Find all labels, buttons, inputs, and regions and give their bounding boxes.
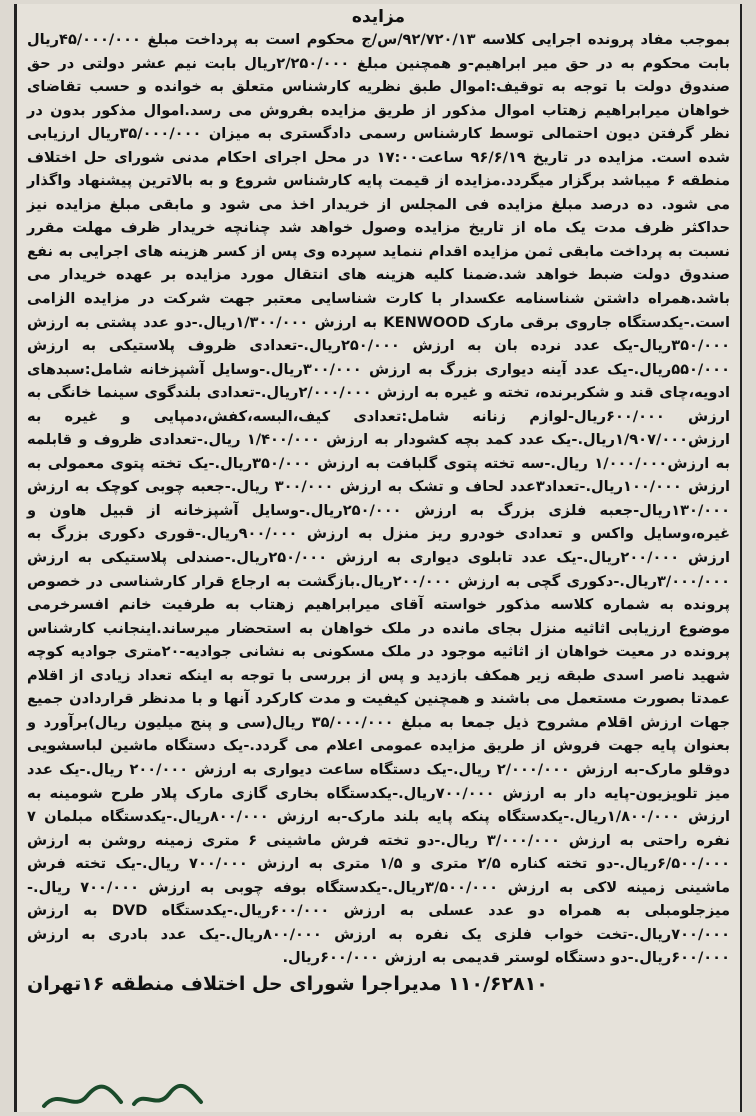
notice-paragraph: بموجب مفاد پرونده اجرایی کلاسه ۹۲/۷۲۰/۱۳/س/ج محکوم است به پرداخت مبلغ ۴۵/۰۰۰/۰۰۰ریال بابت محکوم به در حق میر ابراهیم-و همچنین مبلغ ۲/۲۵۰/۰۰۰ریال بابت نیم عشر دولتی در حق صندوق دولت با توجه به توقیف:اموال طبق نظریه کارشناس متعلق به خوانده و حسب تقاضای خواهان میرابراهیم زهتاب اموال مذکور از طریق مزایده بفروش می رسد.اموال مذکور بدون در نظر گرفتن دیون احتمالی توسط کارشناس رسمی دادگستری به میزان ۳۵/۰۰۰/۰۰۰ریال ارزیابی شده است. مزایده در تاریخ ۹۶/۶/۱۹ ساعت۱۷:۰۰ در محل اجرای احکام مدنی شورای حل اختلاف منطقه ۶ میباشد برگزار میگردد.مزایده از قیمت پایه کارشناس شروع و به بالاترین پیشنهاد واگذار می شود. ده درصد مبلغ مزایده فی المجلس از خریدار اخذ می شود و مابقی مبلغ مزایده نیز حداکثر ظرف مدت یک ماه از تاریخ مزایده وصول خواهد شد چنانچه خریدار ظرف مهلت مقرر نسبت به پرداخت مابقی ثمن مزایده اقدام ننماید سپرده وی پس از کسر هزینه های اجرایی به نفع صندوق دولت ضبط خواهد شد.ضمنا کلیه هزینه های انتقال مورد مزایده بر عهده خریدار می باشد.همراه داشتن شناسنامه عکسدار با کارت شناسایی معتبر جهت شرکت در مزایده الزامی است.-یکدستگاه جاروی برقی مارک KENWOOD به ارزش ۱/۳۰۰/۰۰۰ریال.-دو عدد پشتی به ارزش ۳۵۰/۰۰۰ریال-یک عدد نرده بان به ارزش ۲۵۰/۰۰۰ریال.-تعدادی ظروف پلاستیکی به ارزش ۵۵۰/۰۰۰ریال.-یک عدد آینه دیواری بزرگ به ارزش ۳۰۰/۰۰۰ریال.-وسایل آشپزخانه شامل:سبدهای ادویه،چای قند و شکربرنده، تخته و غیره به ارزش ۲/۰۰۰/۰۰۰ریال.-تعدادی بلندگوی سینما خانگی به ارزش ۶۰۰/۰۰۰ریال-لوازم زنانه شامل:تعدادی کیف،البسه،کفش،دمپایی و غیره به ارزش۱/۹۰۷/۰۰۰ریال.-یک عدد کمد بچه کشودار به ارزش ۱/۴۰۰/۰۰۰ ریال.-تعدادی ظروف و قابلمه به ارزش۱/۰۰۰/۰۰۰ ریال.-سه تخته پتوی گلبافت به ارزش ۳۵۰/۰۰۰ریال.-یک تخته پتوی معمولی به ارزش ۱۰۰/۰۰۰ریال.-تعداد۳عدد لحاف و تشک به ارزش ۳۰۰/۰۰۰ ریال.-جعبه چوبی کوچک به ارزش ۱۳۰/۰۰۰ریال-جعبه فلزی بزرگ به ارزش ۲۵۰/۰۰۰ریال.-وسایل آشپزخانه از قبیل هاون و غیره،وسایل واکس و تعدادی خودرو ریز منزل به ارزش ۹۰۰/۰۰۰ریال.-قوری دکوری بزرگ به ارزش ۲۰۰/۰۰۰ریال.-یک عدد تابلوی دیواری به ارزش ۲۵۰/۰۰۰ریال.-صندلی پلاستیکی به ارزش ۳/۰۰۰/۰۰۰ریال.-دکوری گچی به ارزش ۲۰۰/۰۰۰ریال.بازگشت به ارجاع قرار کارشناسی در خصوص پرونده به شماره کلاسه مذکور خواسته آقای میرابراهیم زهتاب به طرفیت خانم افسرخرمی موضوع ارزیابی اثاثیه منزل بجای مانده در ملک خواهان به استحضار میرساند.اینجانب کارشناس پرونده در معیت خواهان از اثاثیه موجود در ملک مسکونی به نشانی جوادیه-۲۰متری جوادیه کوچه شهید ناصر اسدی طبقه زیر همکف بازدید و پس از بررسی با توجه به اینکه تعداد زیادی از اقلام عمدتا بصورت مستعمل می باشند و همچنین کیفیت و مدت کارکرد آنها و با مدنظر قراردادن جمیع جهات ارزش اقلام مشروح ذیل جمعا به مبلغ ۳۵/۰۰۰/۰۰۰ ریال(سی و پنج میلیون ریال)برآورد و بعنوان پایه جهت فروش از طریق مزایده عمومی اعلام می گردد.-یک دستگاه ماشین لباسشویی دوقلو مارک-به ارزش ۲/۰۰۰/۰۰۰ ریال.-یک دستگاه ساعت دیواری به ارزش ۲۰۰/۰۰۰ ریال.-یک عدد میز تلویزیون-پایه دار به ارزش ۷۰۰/۰۰۰ریال.-یکدستگاه بخاری گازی مارک پلار طرح شومینه به ارزش ۱/۸۰۰/۰۰۰ریال.-یکدستگاه پنکه پایه بلند مارک-به ارزش ۸۰۰/۰۰۰ریال.-یکدستگاه مبلمان ۷ نفره راحتی به ارزش ۳/۰۰۰/۰۰۰ ریال.-دو تخته فرش ماشینی ۶ متری زمینه روشن به ارزش ۶/۵۰۰/۰۰۰ریال.-دو تخته کناره ۲/۵ متری و ۱/۵ متری به ارزش ۷۰۰/۰۰۰ ریال.-یک تخته فرش ماشینی زمینه لاکی به ارزش ۳/۵۰۰/۰۰۰ریال.-یکدستگاه بوفه چوبی به ارزش ۷۰۰/۰۰۰ ریال.-میزجلومبلی به همراه دو عدد عسلی به ارزش ۶۰۰/۰۰۰ریال.-یکدستگاه DVD به ارزش ۷۰۰/۰۰۰ریال.-تخت خواب فلزی یک نفره به ارزش ۸۰۰/۰۰۰ریال.-یک عدد بادری به ارزش ۶۰۰/۰۰۰ریال.-دو دستگاه لوستر قدیمی به ارزش ۶۰۰/۰۰۰ریال.	[27, 31, 731, 967]
notice-signature: ۱۱۰/۶۲۸۱۰ مدیراجرا شورای حل اختلاف منطقه ۱۶تهران	[27, 972, 548, 995]
handwritten-mark-icon	[39, 1082, 209, 1112]
notice-title: مزایده	[351, 7, 406, 27]
notice-page	[14, 4, 742, 1112]
notice-body	[27, 28, 730, 970]
